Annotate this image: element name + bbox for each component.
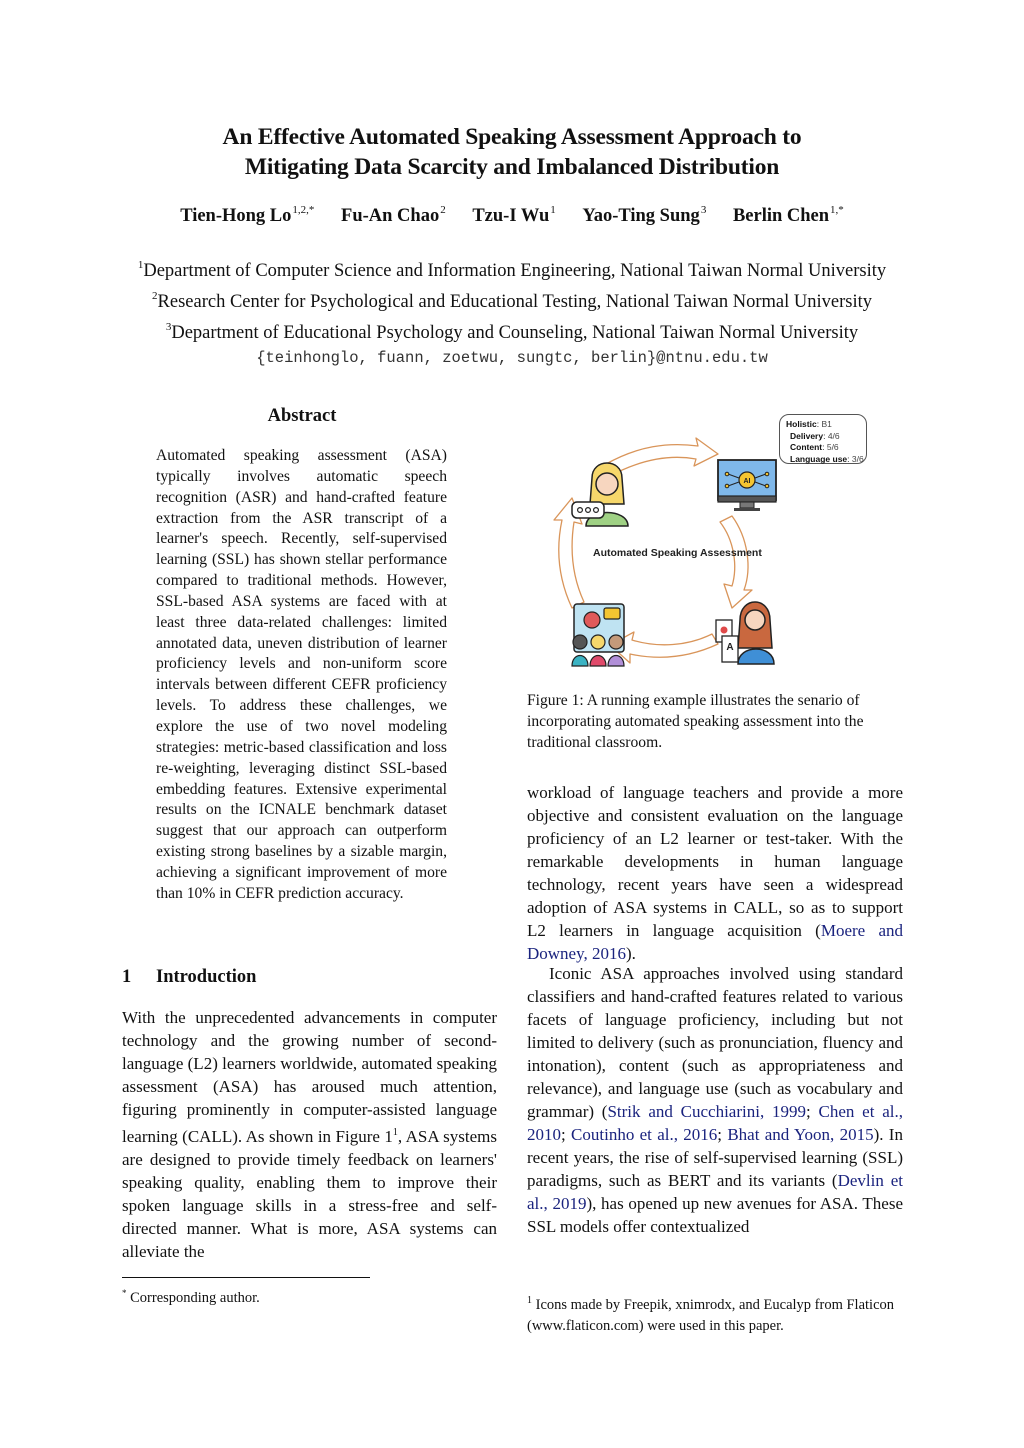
- author: Yao-Ting Sung$^3$: [582, 204, 707, 226]
- speaking-student-icon: [572, 463, 628, 526]
- figure-1-caption: Figure 1: A running example illustrates the senario of incorporating automated speaking assessment into the traditional classroom.: [527, 692, 864, 751]
- citation-link[interactable]: Coutinho et al., 2016: [571, 1125, 718, 1144]
- arrow-right: [720, 516, 752, 608]
- title-line-1: An Effective Automated Speaking Assessment Approach to: [222, 124, 802, 150]
- affiliation: $^3$Department of Educational Psychology and Counseling, National Taiwan Normal University: [165, 321, 859, 343]
- footnote-corresponding-author: * Corresponding author.: [122, 1288, 260, 1306]
- introduction-paragraph-1: With the unprecedented advancements in computer technology and the growing number of second-language (L2) learners worldwide, automated speaking assessment (ASA) has aroused much attention, figuring prominently in computer-assisted language learning (CALL). As shown in Figure $1^1$, ASA systems are designed to provide timely feedback on learners' speaking quality, enabling them to improve their spoken language skills in a stress-free and self-directed manner. What is more, ASA systems can alleviate the: [122, 1008, 497, 1261]
- affiliations: [0, 253, 1024, 371]
- teacher-grading-icon: [716, 602, 774, 664]
- affiliation: $^1$Department of Computer Science and Information Engineering, National Taiwan Normal University: [137, 259, 887, 281]
- author: Fu-An Chao$^2$: [341, 204, 446, 226]
- footnote-ref[interactable]: 1: [392, 1127, 398, 1138]
- classroom-icon: [572, 604, 624, 666]
- introduction-right-paragraph-1: workload of language teachers and provide a more objective and consistent evaluation on the language proficiency of an L2 learner or test-taker. With the remarkable developments in human language technology, recent years have seen a widespread adoption of ASA systems in CALL, so as to support L2 learners in language acquisition (Moere and Downey, 2016).: [527, 783, 903, 963]
- footnote-icon-credits: $^1$ Icons made by Freepik, xnimrodx, and Eucalyp from Flaticon (www.flaticon.com) were used in this paper.: [527, 1295, 895, 1334]
- section-title: Introduction: [156, 967, 257, 987]
- footnote-divider: [122, 1277, 370, 1278]
- abstract-text: Automated speaking assessment (ASA) typically involves automatic speech recognition (ASR) and hand-crafted feature extraction from the ASR transcript of a learner's speech. Recently, self-supervised learning (SSL) has shown stellar performance compared to traditional methods. However, SSL-based ASA systems are faced with at least three data-related challenges: limited annotated data, uneven distribution of learner proficiency levels and non-uniform score intervals between different CEFR proficiency levels. To address these challenges, we explore the use of two novel modeling strategies: metric-based classification and loss re-weighting, leveraging distinct SSL-based embedding features. Extensive experimental results on the ICNALE benchmark dataset suggest that our approach can outperform existing strong baselines by a sizable margin, achieving a significant improvement of more than 10% in CEFR prediction accuracy.: [156, 447, 447, 902]
- ai-computer-icon: [718, 460, 776, 511]
- score-language-use: Language use: 3/6: [790, 453, 864, 464]
- author: Tien-Hong $Lo^{1,2,*}$: [180, 204, 315, 226]
- svg-text:AI: AI: [743, 478, 751, 485]
- citation-link[interactable]: Chen et al., 2010: [527, 1102, 903, 1144]
- author: Tzu-I Wu$^1$: [472, 204, 556, 226]
- arrow-bottom: [610, 632, 718, 663]
- title-line-2: Mitigating Data Scarcity and Imbalanced Distribution: [244, 154, 780, 180]
- svg-text:A: A: [726, 642, 734, 653]
- section-heading-introduction: [122, 967, 256, 988]
- author-list: [0, 204, 1024, 227]
- abstract-heading: Abstract: [267, 406, 337, 426]
- section-number: 1: [122, 967, 132, 987]
- citation-link[interactable]: Bhat and Yoon, 2015: [727, 1125, 874, 1144]
- score-holistic: Holistic: B1: [786, 419, 832, 429]
- author: Berlin Chen$^{1,*}$: [732, 204, 844, 226]
- score-delivery: Delivery: 4/6: [790, 430, 840, 441]
- introduction-right-paragraph-2: Iconic ASA approaches involved using standard classifiers and hand-crafted features related to various facets of language proficiency, including but not limited to delivery (such as pronunciation, fluency and intonation), content (such as appropriateness and relevance), and language use (such as vocabulary and grammar) (Strik and Cucchiarini, 1999; Chen et al., 2010; Coutinho et al., 2016; Bhat and Yoon, 2015). In recent years, the rise of self-supervised learning (SSL) paradigms, such as BERT and its variants (Devlin et al., 2019), has opened up new avenues for ASA. These SSL models offer contextualized: [527, 964, 903, 1236]
- citation-link[interactable]: Devlin et al., 2019: [527, 1171, 903, 1213]
- figure-center-label: Automated Speaking Assessment: [593, 547, 762, 559]
- author-emails: {teinhonglo, fuann, zoetwu, sungtc, berlin}@ntnu.edu.tw: [256, 349, 768, 367]
- affiliation: $^2$Research Center for Psychological and Educational Testing, National Taiwan Normal University: [152, 290, 872, 312]
- paper-title: [0, 122, 1024, 182]
- citation-link[interactable]: Moere and Downey, 2016: [527, 921, 903, 963]
- citation-link[interactable]: Strik and Cucchiarini, 1999: [607, 1102, 806, 1121]
- score-bubble: [779, 414, 867, 464]
- arrow-top: [606, 438, 718, 476]
- score-content: Content: 5/6: [790, 442, 839, 452]
